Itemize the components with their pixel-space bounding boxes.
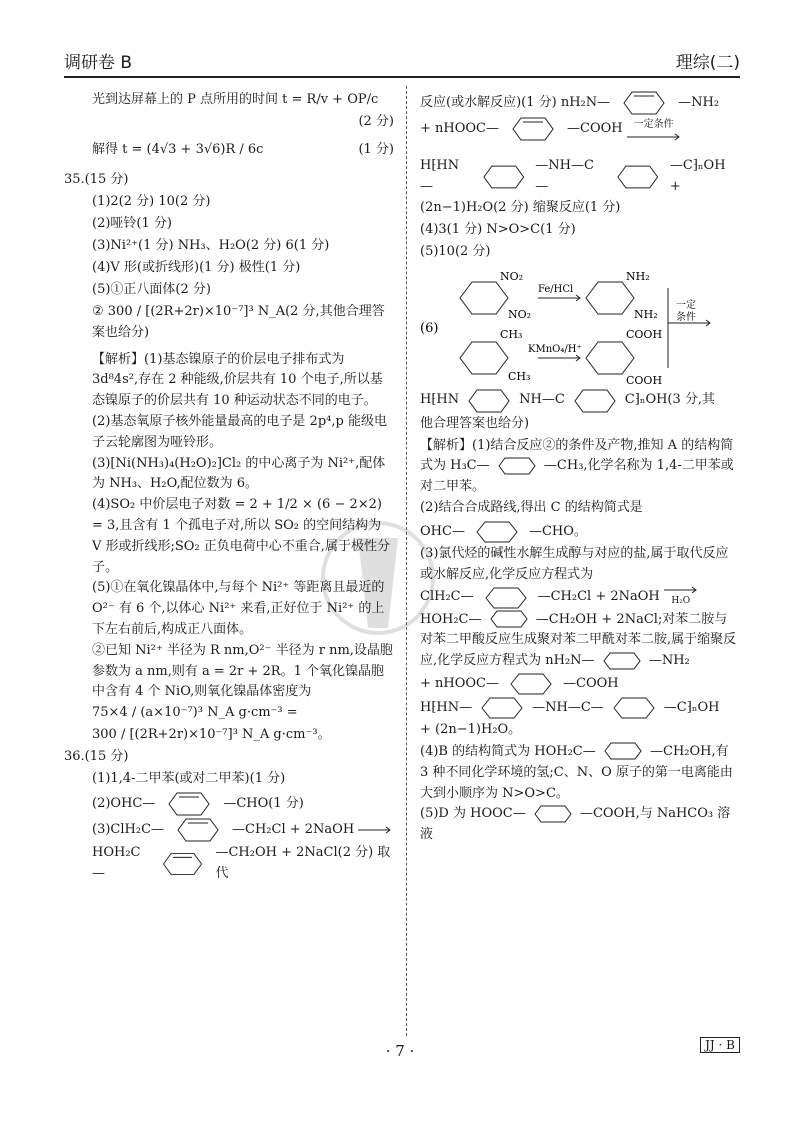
benzene-ring-icon [159, 791, 219, 817]
chem-polymer: H⁅HN NH—C C⁆ₙOH(3 分,其 [420, 388, 740, 414]
benzene-ring-icon [608, 696, 660, 720]
answer-line: 解得 t = (4√3 + 3√6)R / 6c (1 分) [92, 142, 394, 157]
synthesis-route-diagram [420, 268, 720, 388]
group-label: NH₂ [626, 269, 650, 283]
chem-equation: 反应(或水解反应)(1 分) nH₂N— —NH₂ [420, 90, 740, 116]
answer-line: (2)哑铃(1 分) [92, 216, 172, 231]
answer-line: 他合理答案也给分) [420, 415, 530, 431]
analysis-paragraph: (3)[Ni(NH₃)₄(H₂O)₂]Cl₂ 的中心离子为 Ni²⁺,配体为 NH₃、H₂O,配位数为 6。 [92, 455, 386, 492]
group-label: NO₂ [500, 269, 524, 283]
question-title: 35.(15 分) [64, 172, 129, 187]
group-label: NH₂ [634, 307, 658, 321]
group-label: NO₂ [508, 307, 532, 321]
analysis-paragraph: (5)D 为 HOOC— —COOH,与 NaHCO₃ 溶液 [420, 806, 731, 843]
condition-label: 条件 [676, 311, 696, 323]
formula-line: 75×4 / (a×10⁻⁷)³ N_A g·cm⁻³ = [92, 705, 298, 721]
benzene-ring-icon [476, 164, 532, 190]
header-left: 调研卷 B [64, 53, 133, 73]
analysis-paragraph: (4)SO₂ 中价层电子对数 = 2 + 1/2 × (6 − 2×2) = 3,且含有 1 个孤电子对,所以 SO₂ 的空间结构为 V 形或折线形;SO₂ 正负电荷中心不重合,属于极性分子。 [92, 497, 390, 575]
paper-code-badge: JJ · B [700, 1037, 740, 1053]
benzene-ring-icon [154, 851, 211, 877]
answer-line: (1)1,4-二甲苯(或对二甲苯)(1 分) [92, 771, 286, 787]
benzene-ring-icon [476, 696, 528, 720]
chem-equation: + nHOOC— —COOH [420, 672, 740, 696]
benzene-ring-icon [600, 742, 646, 760]
score-line: (2 分) [358, 114, 394, 129]
answer-line: 光到达屏幕上的 P 点所用的时间 t = R/v + OP/c [92, 92, 379, 107]
reagent-label: Fe/HCl [538, 283, 574, 295]
analysis-paragraph: (5)①在氧化镍晶体中,与每个 Ni²⁺ 等距离且最近的 O²⁻ 有 6 个,以体心 Ni²⁺ 来看,正好位于 Ni²⁺ 的上下左右前后,构成正八面体。 [92, 580, 385, 637]
reaction-condition: 一定条件 [627, 117, 681, 141]
page-header [64, 48, 740, 74]
answer-line: (5)10(2 分) [420, 243, 491, 259]
chem-equation: (3)ClH₂C— —CH₂Cl + 2NaOH [64, 817, 394, 843]
answer-line: (4)3(1 分) N>O>C(1 分) [420, 221, 576, 237]
benzene-ring-icon [463, 388, 515, 414]
reaction-condition: H₂O [664, 586, 698, 608]
analysis-paragraph: ②已知 Ni²⁺ 半径为 R nm,O²⁻ 半径为 r nm,设晶胞参数为 a nm,则有 a = 2r + 2R。1 个氧化镍晶胞中含有 4 个 NiO,则氧化镍晶体密度为 [92, 642, 393, 700]
benzene-ring-icon [494, 457, 540, 475]
benzene-ring-icon [486, 610, 532, 628]
answer-line: (1)2(2 分) 10(2 分) [92, 194, 211, 209]
group-label: CH₃ [508, 369, 531, 383]
chem-equation: (2)OHC— —CHO(1 分) [64, 791, 394, 817]
analysis-paragraph: (3)氯代烃的碱性水解生成醇与对应的盐,属于取代反应或水解反应,化学反应方程式为 [420, 545, 729, 582]
header-right: 理综(二) [675, 53, 740, 73]
benzene-ring-icon [168, 817, 228, 843]
answer-line: (4)V 形(或折线形)(1 分) 极性(1 分) [92, 260, 301, 275]
sub-label: (6) [420, 320, 439, 336]
answer-line: ② 300 / [(2R+2r)×10⁻⁷]³ N_A(2 分,其他合理答案也给分) [92, 304, 385, 340]
benzene-ring-icon [569, 388, 621, 414]
analysis-paragraph: HOH₂C— —CH₂OH + 2NaCl;对苯二胺与对苯二甲酸反应生成聚对苯二甲酰对苯二胺,属于缩聚反应,化学反应方程式为 nH₂N— —NH₂ [420, 611, 737, 669]
formula-line: 300 / [(2R+2r)×10⁻⁷]³ N_A g·cm⁻³。 [92, 727, 331, 743]
chem-polymer: H⁅HN— —NH—C— —C⁆ₙOH [420, 696, 740, 720]
benzene-ring-icon [530, 805, 576, 823]
benzene-ring-icon [610, 164, 666, 190]
chem-equation: ClH₂C— —CH₂Cl + 2NaOH H₂O [420, 586, 740, 610]
benzene-ring-icon [599, 652, 645, 670]
benzene-ring-icon [469, 520, 525, 544]
reaction-arrow-icon [664, 586, 698, 594]
answer-line: + (2n−1)H₂O。 [420, 721, 522, 737]
reagent-label: KMnO₄/H⁺ [528, 343, 582, 355]
group-label: COOH [626, 327, 663, 341]
left-column [64, 90, 394, 885]
question-title: 36.(15 分) [64, 749, 129, 765]
analysis-paragraph: 【解析】(1)结合反应②的条件及产物,推知 A 的结构简式为 H₃C— —CH₃,化学名称为 1,4-二甲苯或对二甲苯。 [420, 437, 734, 495]
reaction-arrow-icon [358, 823, 392, 837]
benzene-ring-icon [503, 672, 559, 696]
group-label: COOH [626, 373, 663, 387]
analysis-paragraph: 【解析】(1)基态镍原子的价层电子排布式为 3d⁸4s²,存在 2 种能级,价层共有 10 个电子,所以基态镍原子的价层共有 10 种运动状态不同的电子。 [92, 351, 383, 409]
right-column [420, 90, 740, 846]
answer-line: (2n−1)H₂O(2 分) 缩聚反应(1 分) [420, 199, 621, 215]
header-rule [64, 76, 740, 78]
chem-equation: OHC— —CHO。 [420, 520, 740, 544]
page-number: · 7 · [385, 1042, 415, 1060]
benzene-ring-icon [503, 116, 563, 142]
chem-polymer: H⁅HN— —NH—C— —C⁆ₙOH + [420, 158, 726, 194]
reaction-arrow-icon [627, 133, 681, 141]
answer-line: (5)①正八面体(2 分) [92, 282, 211, 297]
condition-label: 一定 [676, 299, 696, 311]
benzene-ring-icon [614, 90, 674, 116]
benzene-ring-icon [478, 586, 534, 610]
analysis-paragraph: (2)结合合成路线,得出 C 的结构简式是 [420, 499, 643, 515]
answer-line: (3)Ni²⁺(1 分) NH₃、H₂O(2 分) 6(1 分) [92, 238, 330, 253]
chem-equation: + nHOOC— —COOH 一定条件 [420, 116, 740, 142]
analysis-paragraph: (2)基态氧原子核外能量最高的电子是 2p⁴,p 能级电子云轮廓图为哑铃形。 [92, 413, 387, 450]
group-label: CH₃ [500, 327, 523, 341]
analysis-paragraph: (4)B 的结构简式为 HOH₂C— —CH₂OH,有 3 种不同化学环境的氢;C、N、O 原子的第一电离能由大到小顺序为 N>O>C。 [420, 743, 733, 801]
chem-equation: HOH₂C— —CH₂OH + 2NaCl(2 分) 取代 [92, 845, 391, 881]
